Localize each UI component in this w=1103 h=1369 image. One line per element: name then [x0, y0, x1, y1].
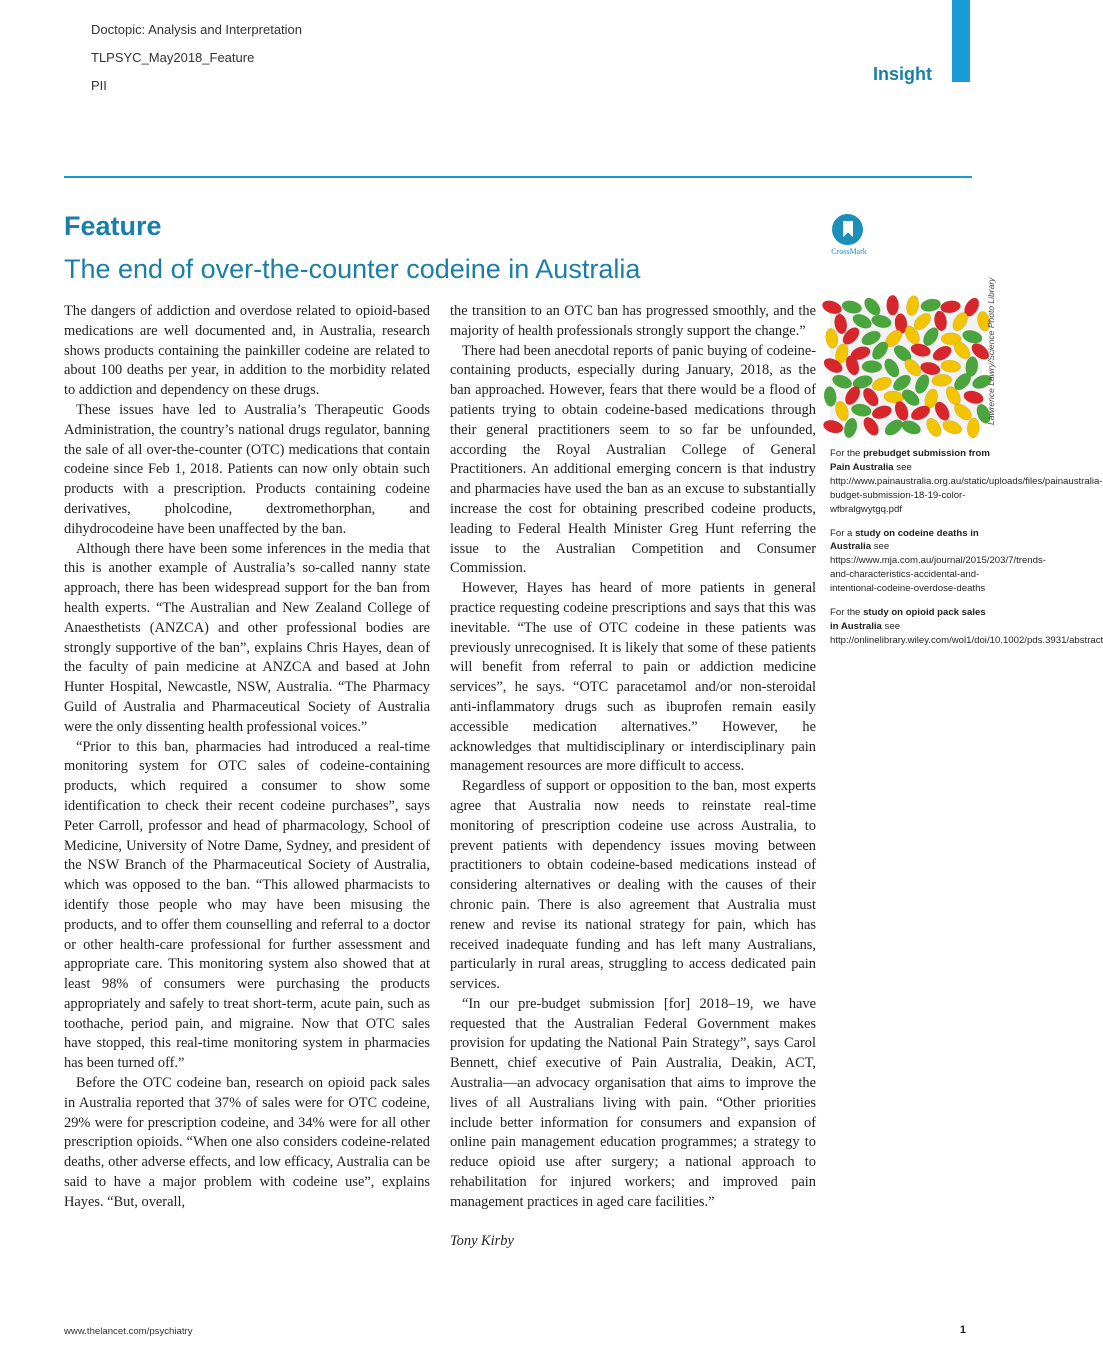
- crossmark-label: CrossMark: [831, 247, 867, 256]
- pii-line: PII: [91, 78, 107, 93]
- pill: [841, 299, 863, 315]
- sidebar-link[interactable]: see https://www.mja.com.au/journal/2015/203/7/trends-and-characteristics-accidental-and-intentional-codeine-overdose-deaths: [830, 541, 1046, 595]
- pill: [919, 360, 941, 376]
- pill: [882, 356, 902, 379]
- pill: [924, 416, 944, 439]
- feature-code-line: TLPSYC_May2018_Feature: [91, 50, 255, 65]
- pills-photo: [830, 305, 982, 430]
- pill: [862, 360, 882, 372]
- section-label: Insight: [873, 64, 932, 84]
- pill: [861, 295, 883, 318]
- paragraph: “Prior to this ban, pharmacies had introduced a real-time monitoring system for OTC sales of codeine-containing products, which required a consumer to show some identification to check their recent codeine purchases”, says Peter Carroll, professor and head of pharmacology, School of Medicine, University of Notre Dame, Sydney, and president of the NSW Branch of the Pharmaceutical Society of Australia, which was opposed to the ban. “This allowed pharmacists to identify those people who may have been misusing the products, and to offer them counselling and referral to a doctor or other health-care professional for further assessment and appropriate care. This monitoring system also showed that at least 98% of consumers were purchasing the products appropriately and safely to treat short-term, acute pain, such as toothache, period pain, and migraine. Now that OTC sales have stopped, this real-time monitoring system in pharmacies has been turned off.”: [64, 738, 430, 1072]
- paragraph: The dangers of addiction and overdose related to opioid-based medications are well documented and, in Australia, research shows products containing the painkiller codeine are related to about 100 deaths per year, in addition to the morbidity related to addiction and dependency on these drugs.: [64, 303, 430, 399]
- doctopic-line: Doctopic: Analysis and Interpretation: [91, 22, 303, 37]
- pill: [886, 295, 898, 315]
- body-column-1: [64, 302, 430, 1213]
- paragraph: There had been anecdotal reports of panic buying of codeine-containing products, especially during January, 2018, as the ban approached. However, fears that there would be a flood of patients trying to obtain codeine-based medications through their general practitioners seem to so far be unfounded, according the Royal Australian College of General Practitioners. An additional emerging concern is that industry and pharmacies have used the ban as an excuse to substantially increase the cost for obtaining prescribed codeine products, leading to Federal Health Minister Greg Hunt referring the issue to the Australian Competition and Consumer Commission.: [450, 342, 816, 577]
- paragraph: Although there have been some inferences in the media that this is another example of Australia’s so-called nanny state approach, there has been widespread support for the ban from health experts. “The Australian and New Zealand College of Anaesthetists (ANZCA) and other professional bodies are strongly supportive of the ban”, explains Chris Hayes, dean of the faculty of pain medicine at ANZCA and based at John Hunter Hospital, Newcastle, NSW, Australia. “The Pharmacy Guild of Australia and Pharmaceutical Society of Australia were the only dissenting health professional voices.”: [64, 540, 430, 735]
- pill: [870, 375, 893, 393]
- pill: [850, 402, 872, 417]
- sidebar-note: For a study on codeine deaths in Australia see https://www.mja.com.au/journal/2015/203/7/trends-and-characteristics-accidental-and-intentional-codeine-overdose-deaths: [830, 527, 1046, 595]
- author-byline: Tony Kirby: [450, 1232, 514, 1249]
- crossmark-badge[interactable]: [828, 214, 874, 260]
- header-rule: [64, 176, 972, 178]
- paragraph: However, Hayes has heard of more patients in general practice requesting codeine prescriptions and says that this was inevitable. “The use of OTC codeine in these patients was previously unrecognised. It is likely that some of these patients will benefit from referral to pain or addiction medicine services”, he says. “OTC paracetamol and/or non-steroidal anti-inflammatory drugs such as ibuprofen remain easily accessible medication alternatives.” However, he acknowledges that multidisciplinary or interdisciplinary pain management resources are more difficult to access.: [450, 580, 816, 775]
- pill: [822, 418, 844, 435]
- pill: [821, 298, 844, 316]
- article-title: The end of over-the-counter codeine in Australia: [64, 254, 641, 284]
- paragraph: Regardless of support or opposition to the ban, most experts agree that Australia now needs to reinstate real-time monitoring of prescription codeine use across Australia, to prevent patients with dependency issues moving between practitioners to obtain codeine-based medications instead of considering alternatives or dealing with the causes of their chronic pain. There is also agreement that Australia must renew and revise its national strategy for pain, which has received inadequate funding and has left many Australians, particularly in rural areas, struggling to access dedicated pain services.: [450, 778, 816, 993]
- sidebar-link[interactable]: see http://www.painaustralia.org.au/static/uploads/files/painaustralia-budget-submission-18-19-color-wfbralgwytgq.pdf: [830, 461, 1103, 515]
- pill: [920, 297, 942, 313]
- paragraph: These issues have led to Australia’s Therapeutic Goods Administration, the country’s national drugs regulator, banning the sale of all over-the-counter (OTC) medications that contain codeine since Feb 1, 2018. Patients can now only obtain such products with a prescription. Products containing codeine derivatives, pholcodine, dextromethorphan, and dihydrocodeine have been unaffected by the ban.: [64, 401, 430, 537]
- pill: [931, 373, 952, 387]
- pill: [962, 389, 984, 406]
- pill: [823, 386, 837, 407]
- body-column-2: [450, 302, 816, 1251]
- pill: [905, 295, 920, 317]
- pill: [967, 418, 980, 439]
- paragraph: the transition to an OTC ban has progressed smoothly, and the majority of health professionals strongly support the change.”: [450, 303, 816, 339]
- pill: [941, 418, 964, 437]
- pill: [831, 373, 854, 391]
- sidebar-link[interactable]: see http://onlinelibrary.wiley.com/wol1/doi/10.1002/pds.3931/abstract: [830, 620, 1103, 646]
- pill: [961, 328, 984, 345]
- pill: [940, 299, 961, 314]
- pill: [940, 359, 961, 373]
- sidebar-note: For the prebudget submission from Pain Australia see http://www.painaustralia.org.au/static/uploads/files/painaustralia-budget-submission-18-19-color-wfbralgwytgq.pdf: [830, 448, 1103, 515]
- pills-image: [830, 305, 982, 430]
- page-number: 1: [959, 1324, 966, 1336]
- section-color-tab: [952, 0, 970, 82]
- sidebar-notes: [830, 447, 1103, 658]
- paragraph: Before the OTC codeine ban, research on opioid pack sales in Australia reported that 37% of sales were for OTC codeine, 29% were for prescription codeine, and 34% were for all other prescription opioids. “When one also considers codeine-related deaths, other adverse effects, and low efficacy, Australia can be said to have a major problem with codeine use”, explains Hayes. “But, overall,: [64, 1075, 430, 1210]
- photo-credit: Lawrence Lawry/Science Photo Library: [986, 277, 996, 425]
- paragraph: “In our pre-budget submission [for] 2018–19, we have requested that the Australian Federal Government makes provision for updating the National Pain Strategy”, says Carol Bennett, chief executive of Pain Australia, Deakin, ACT, Australia—an advocacy organisation that aims to improve the lives of all Australians living with pain. “Other priorities include better information for consumers and expansion of online pain management education programmes; a strategy to reduce opioid use after surgery; a national approach to rehabilitation for injured workers; and improved pain management practices in aged care facilities.”: [450, 995, 816, 1210]
- pill: [870, 313, 892, 329]
- sidebar-note: For the study on opioid pack sales in Australia see http://onlinelibrary.wiley.com/wol1/doi/10.1002/pds.3931/abstract: [830, 607, 1103, 646]
- footer-url[interactable]: www.thelancet.com/psychiatry: [64, 1326, 193, 1337]
- article-kicker: Feature: [64, 211, 162, 241]
